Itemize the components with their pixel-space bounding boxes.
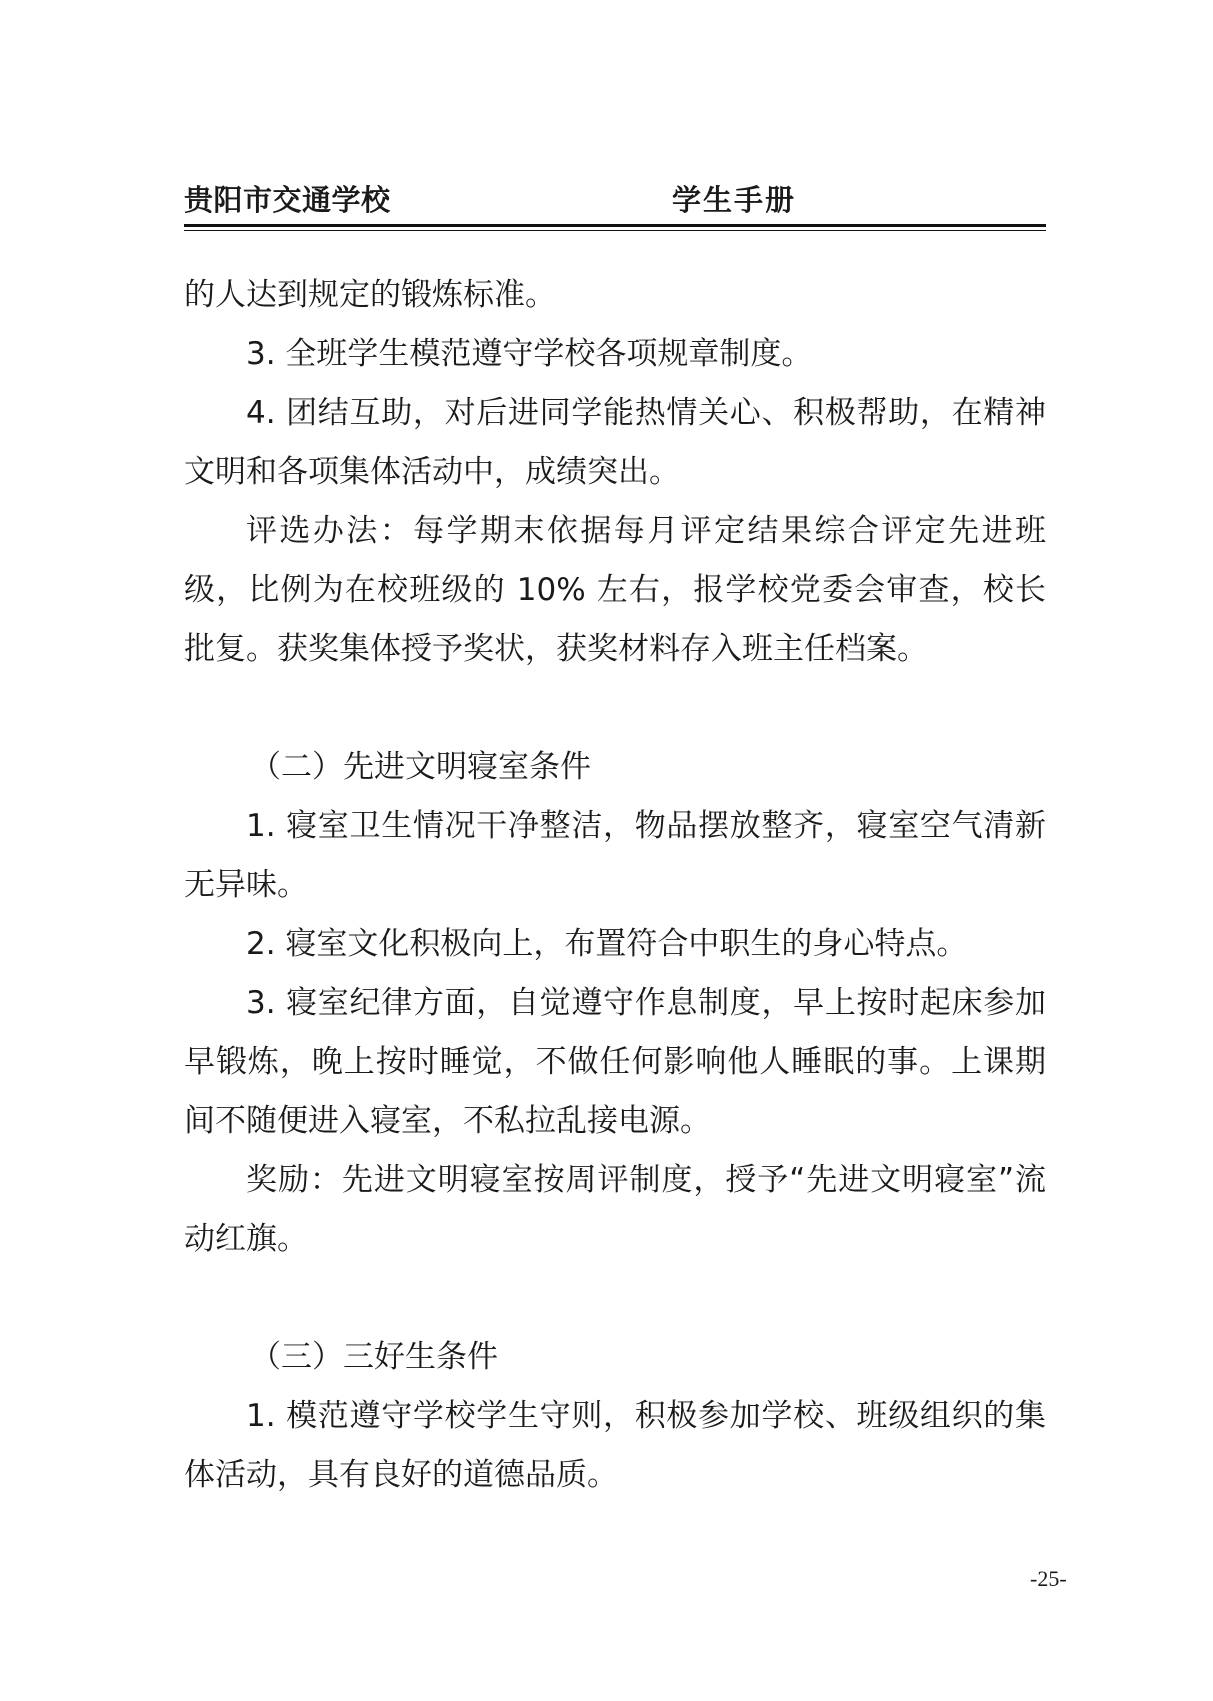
paragraph-dorm-item-1: 1. 寝室卫生情况干净整洁，物品摆放整齐，寝室空气清新无异味。	[184, 808, 1046, 903]
paragraph-item-3: 3. 全班学生模范遵守学校各项规章制度。	[246, 336, 813, 372]
section-gap	[184, 1269, 1046, 1328]
document-body	[184, 266, 1046, 1505]
header-rule-thick	[184, 224, 1046, 227]
paragraph-dorm-item-3: 3. 寝室纪律方面，自觉遵守作息制度，早上按时起床参加早锻炼，晚上按时睡觉，不做任何影响他人睡眠的事。上课期间不随便进入寝室，不私拉乱接电源。	[184, 985, 1046, 1139]
section-heading-dormitory: （二）先进文明寝室条件	[250, 749, 591, 785]
paragraph-continuation: 的人达到规定的锻炼标准。	[184, 277, 556, 313]
paragraph-selection-method: 评选办法：每学期末依据每月评定结果综合评定先进班级，比例为在校班级的 10% 左右，报学校党委会审查，校长批复。获奖集体授予奖状，获奖材料存入班主任档案。	[184, 513, 1046, 667]
header-rule-thin	[184, 230, 1046, 231]
page-number: -25-	[1030, 1566, 1067, 1591]
school-name: 贵阳市交通学校	[184, 183, 391, 217]
paragraph-dorm-reward: 奖励：先进文明寝室按周评制度，授予“先进文明寝室”流动红旗。	[184, 1162, 1046, 1257]
paragraph-item-4: 4. 团结互助，对后进同学能热情关心、积极帮助，在精神文明和各项集体活动中，成绩突出。	[184, 395, 1046, 490]
paragraph-three-good-item-1: 1. 模范遵守学校学生守则，积极参加学校、班级组织的集体活动，具有良好的道德品质。	[184, 1398, 1046, 1493]
page-header	[184, 178, 1046, 222]
section-heading-three-good: （三）三好生条件	[250, 1339, 498, 1375]
paragraph-dorm-item-2: 2. 寝室文化积极向上，布置符合中职生的身心特点。	[246, 926, 968, 962]
handbook-title: 学生手册	[672, 183, 797, 217]
section-gap	[184, 679, 1046, 738]
